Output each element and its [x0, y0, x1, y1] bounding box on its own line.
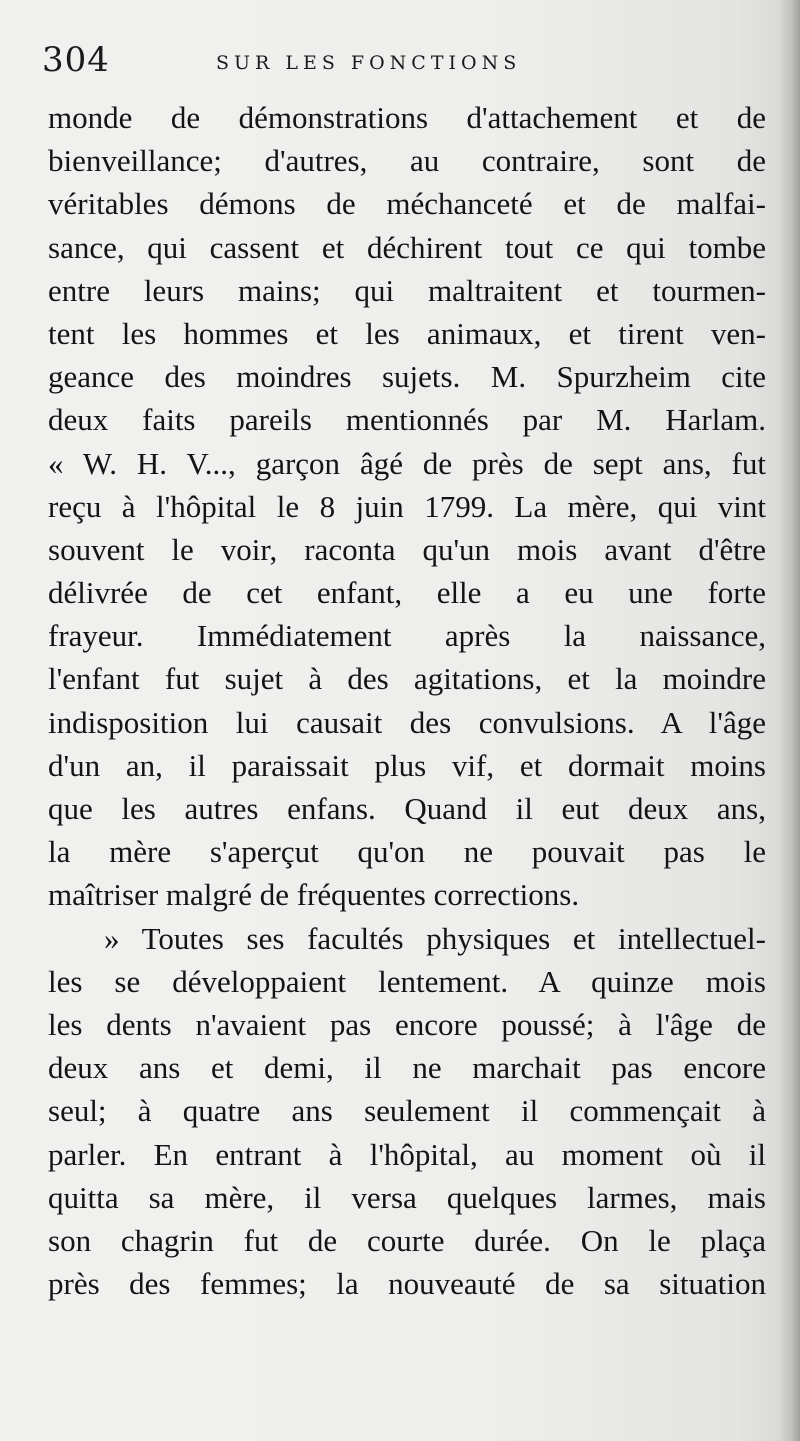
text-line: les dents n'avaient pas encore poussé; à l'âge de: [48, 1006, 766, 1042]
page-number: 304: [42, 40, 110, 80]
page-header: [42, 40, 762, 90]
text-line: d'un an, il paraissait plus vif, et dormait moins: [48, 747, 766, 783]
text-line: que les autres enfans. Quand il eut deux ans,: [48, 791, 766, 826]
text-line: la mère s'aperçut qu'on ne pouvait pas le: [48, 834, 766, 870]
text-line: deux faits pareils mentionnés par M. Harlam.: [48, 402, 766, 438]
text-line: souvent le voir, raconta qu'un mois avant d'être: [48, 531, 766, 567]
text-line: monde de démonstrations d'attachement et de: [48, 100, 766, 135]
text-line: quitta sa mère, il versa quelques larmes, mais: [48, 1179, 766, 1215]
running-head: SUR LES FONCTIONS: [216, 52, 522, 74]
text-line: maîtriser malgré de fréquentes corrections.: [48, 877, 580, 913]
text-line: « W. H. V..., garçon âgé de près de sept ans, fut: [48, 445, 766, 481]
text-line: entre leurs mains; qui maltraitent et tourmen-: [48, 272, 766, 308]
text-line: sance, qui cassent et déchirent tout ce qui tombe: [48, 229, 766, 265]
text-line: l'enfant fut sujet à des agitations, et la moindre: [48, 661, 766, 697]
text-line: les se développaient lentement. A quinze mois: [48, 963, 766, 999]
text-line: près des femmes; la nouveauté de sa situation: [48, 1266, 766, 1302]
text-line: délivrée de cet enfant, elle a eu une forte: [48, 575, 766, 611]
text-line: » Toutes ses facultés physiques et intellectuel-: [104, 920, 766, 956]
text-line: frayeur. Immédiatement après la naissance,: [48, 618, 766, 654]
text-line: son chagrin fut de courte durée. On le plaça: [48, 1222, 766, 1258]
body-text: [48, 96, 766, 1305]
text-line: indisposition lui causait des convulsions. A l'âge: [48, 704, 766, 740]
text-line: geance des moindres sujets. M. Spurzheim cite: [48, 359, 766, 395]
text-line: véritables démons de méchanceté et de malfai-: [48, 186, 766, 222]
text-line: reçu à l'hôpital le 8 juin 1799. La mère, qui vint: [48, 488, 766, 524]
text-line: parler. En entrant à l'hôpital, au moment où il: [48, 1136, 766, 1172]
text-line: tent les hommes et les animaux, et tirent ven-: [48, 315, 766, 351]
text-line: deux ans et demi, il ne marchait pas encore: [48, 1050, 766, 1086]
page-edge-shadow: [778, 0, 800, 1441]
text-line: seul; à quatre ans seulement il commençait à: [48, 1093, 766, 1129]
text-line: bienveillance; d'autres, au contraire, sont de: [48, 143, 766, 179]
